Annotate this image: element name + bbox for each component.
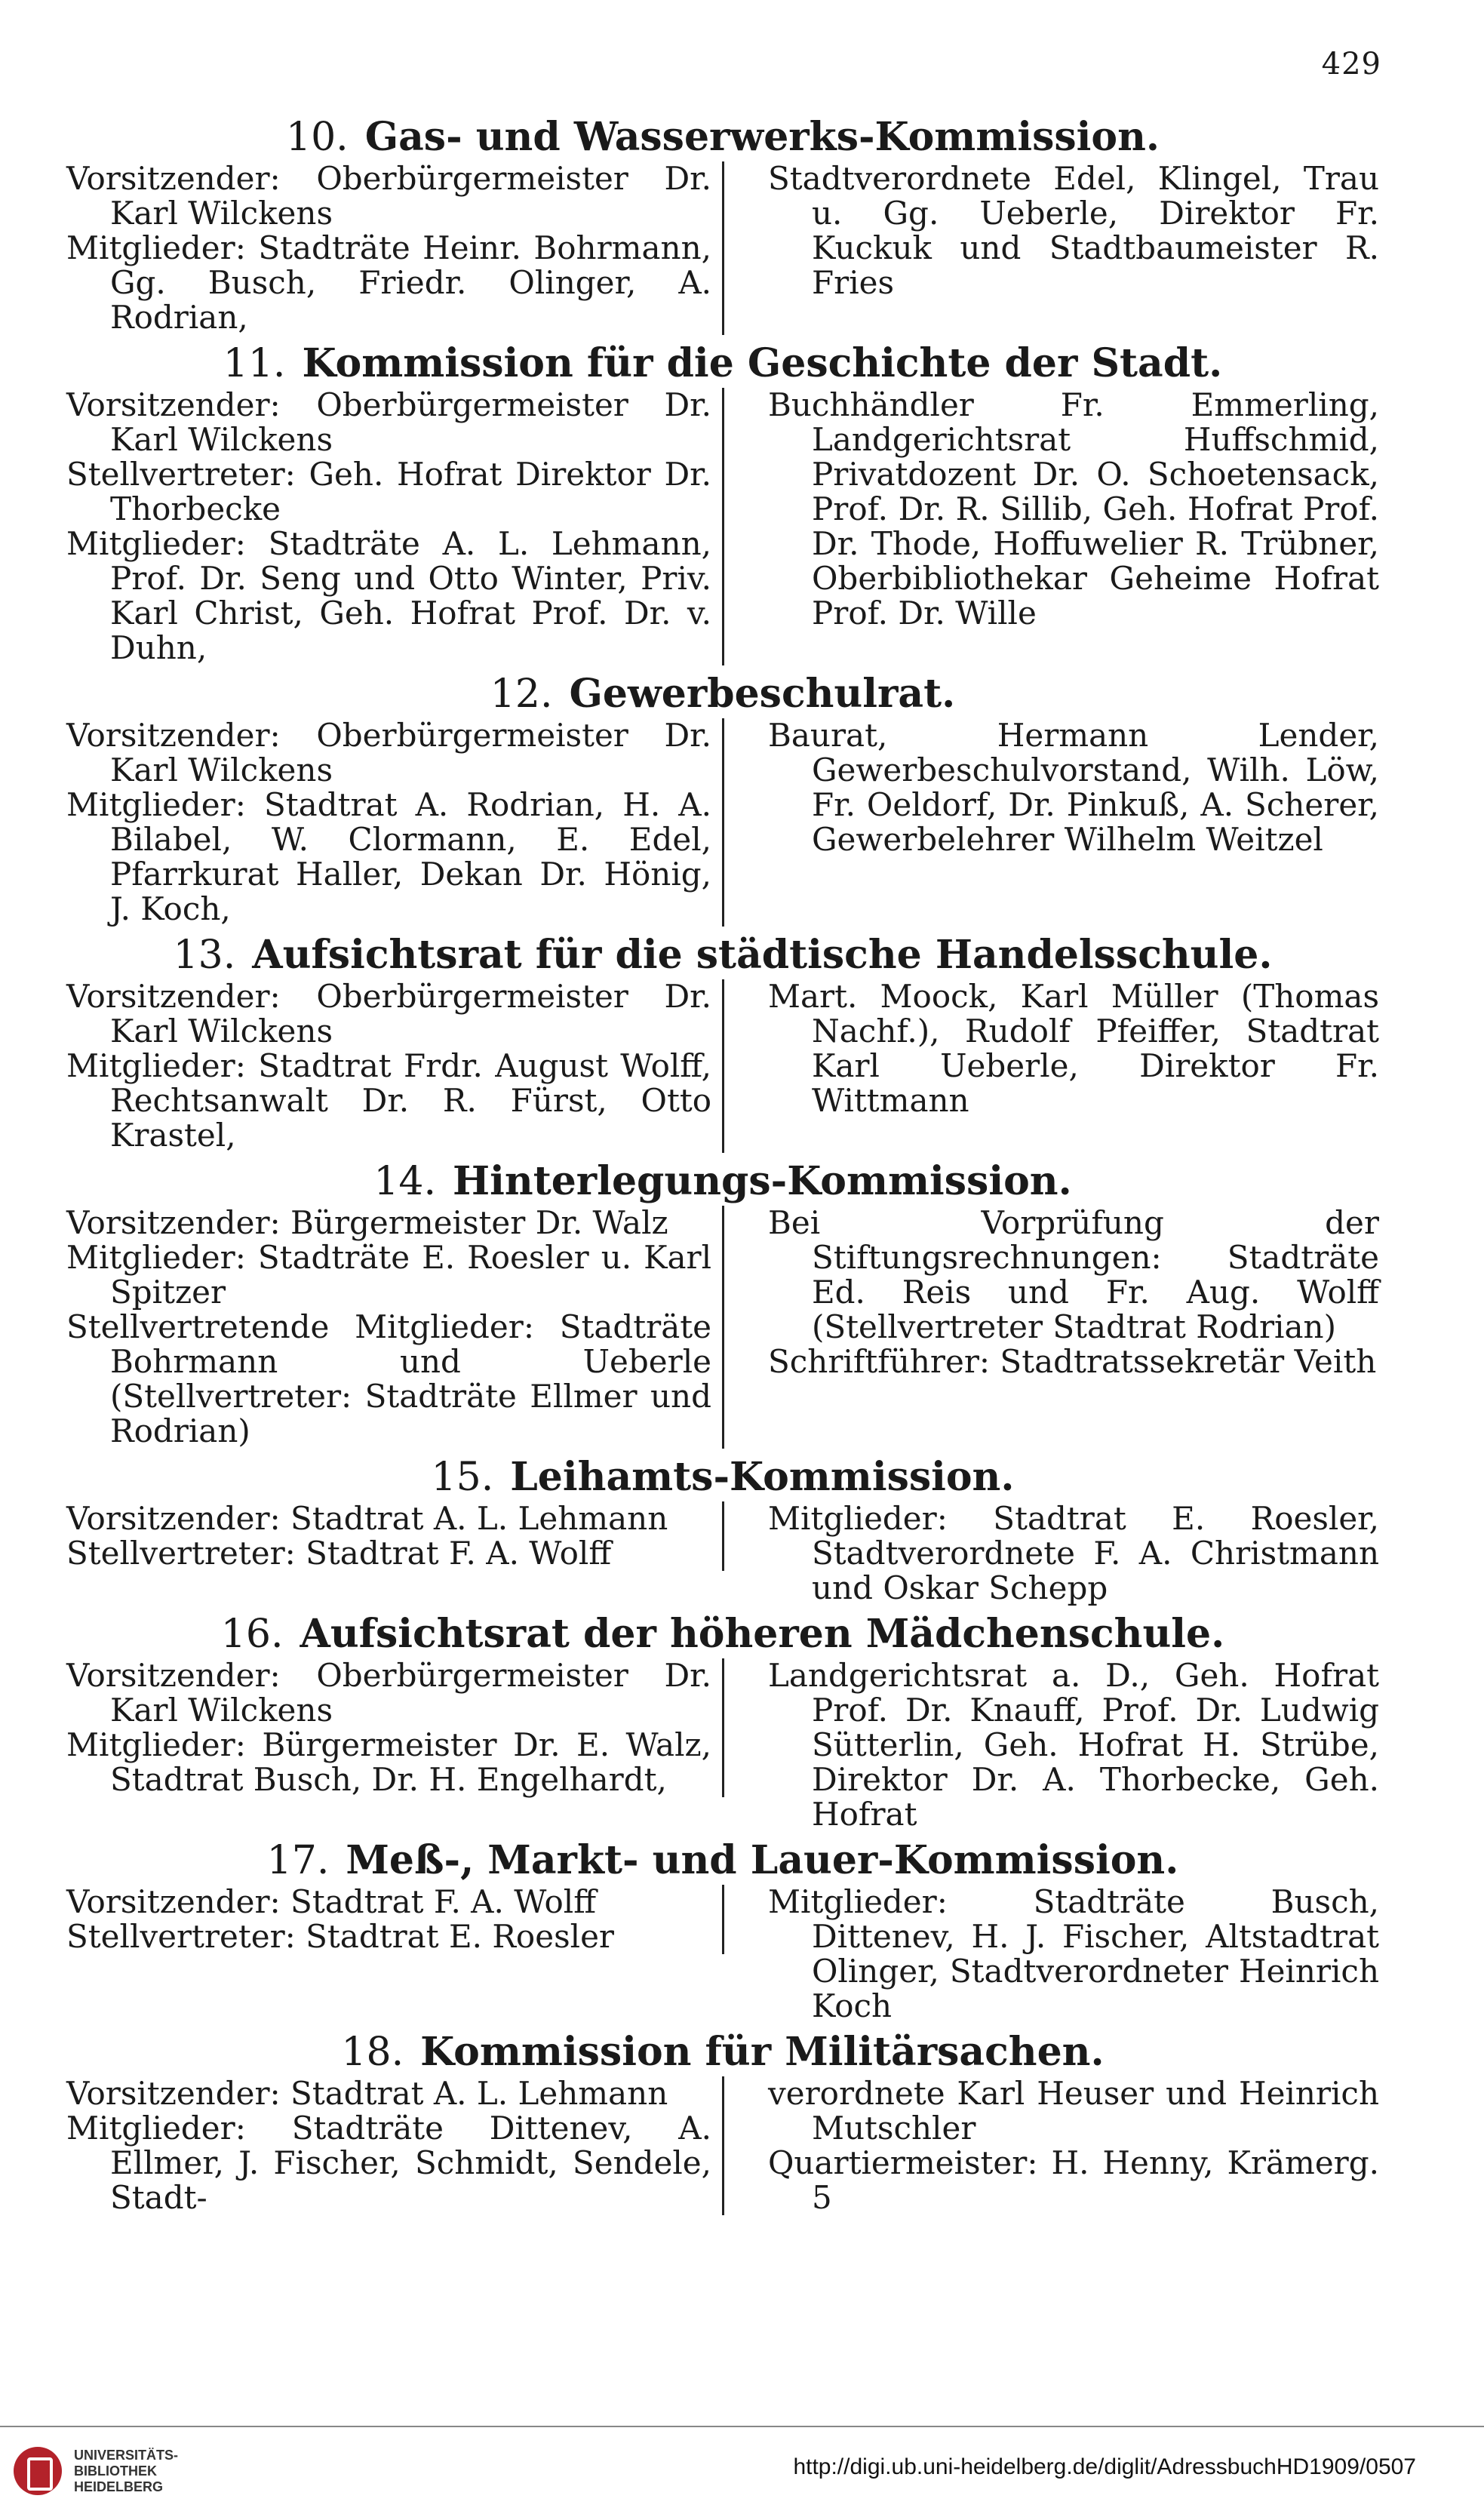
right-column xyxy=(724,1206,1379,1379)
member-entry: Mitglieder: Bürgermeister Dr. E. Walz, Stadtrat Busch, Dr. H. Engelhardt, xyxy=(66,1726,711,1798)
member-entry: Stellvertretende Mitglieder: Stadträte Bohrmann und Ueberle (Stellvertreter: Stadträte Ellmer und Rodrian) xyxy=(66,1308,711,1449)
section-number: 17. xyxy=(266,1838,330,1883)
right-column xyxy=(724,718,1379,857)
left-column xyxy=(66,388,724,665)
section-number: 13. xyxy=(173,933,236,978)
page-number: 429 xyxy=(1321,47,1381,81)
section-number: 14. xyxy=(373,1159,437,1204)
section-columns xyxy=(66,718,1379,927)
member-entry: Vorsitzender: Stadtrat A. L. Lehmann xyxy=(66,1500,668,1537)
member-entry: Mitglieder: Stadtrat Frdr. August Wolff, Rechtsanwalt Dr. R. Fürst, Otto Krastel, xyxy=(66,1047,711,1154)
member-entry: Quartiermeister: H. Henny, Krämerg. 5 xyxy=(768,2144,1379,2216)
section-columns xyxy=(66,388,1379,665)
logo-line: UNIVERSITÄTS- xyxy=(74,2447,179,2463)
library-logo[interactable] xyxy=(14,2447,178,2495)
member-entry: Stellvertreter: Geh. Hofrat Direktor Dr. Thorbecke xyxy=(66,456,711,527)
left-column xyxy=(66,718,724,927)
section-title: Meß-, Markt- und Lauer-Kommission. xyxy=(346,1837,1179,1883)
commission-section xyxy=(66,2028,1379,2215)
member-entry: verordnete Karl Heuser und Heinrich Mutschler xyxy=(768,2075,1379,2147)
section-columns xyxy=(66,1885,1379,2024)
section-number: 18. xyxy=(341,2030,404,2075)
member-entry: Mitglieder: Stadträte Busch, Dittenev, H. J. Fischer, Altstadtrat Olinger, Stadtverordneter Heinrich Koch xyxy=(768,1883,1379,2024)
section-heading xyxy=(66,931,1379,979)
member-entry: Mitglieder: Stadträte Heinr. Bohrmann, Gg. Busch, Friedr. Olinger, A. Rodrian, xyxy=(66,229,711,336)
section-title: Leihamts-Kommission. xyxy=(510,1454,1015,1500)
section-title: Aufsichtsrat der höheren Mädchenschule. xyxy=(300,1611,1225,1657)
section-heading xyxy=(66,1610,1379,1658)
section-heading xyxy=(66,1836,1379,1885)
member-entry: Schriftführer: Stadtratssekretär Veith xyxy=(768,1343,1377,1380)
member-entry: Vorsitzender: Bürgermeister Dr. Walz xyxy=(66,1204,668,1241)
section-number: 10. xyxy=(285,115,349,160)
commission-section xyxy=(66,340,1379,665)
right-column xyxy=(724,388,1379,631)
section-columns xyxy=(66,979,1379,1153)
logo-line: BIBLIOTHEK xyxy=(74,2463,157,2479)
library-logo-text xyxy=(74,2448,178,2495)
section-number: 16. xyxy=(220,1612,284,1657)
document-body xyxy=(66,113,1379,2220)
member-entry: Vorsitzender: Oberbürgermeister Dr. Karl Wilckens xyxy=(66,160,711,232)
section-number: 15. xyxy=(431,1455,494,1500)
section-number: 11. xyxy=(223,341,286,386)
member-entry: Mitglieder: Stadträte A. L. Lehmann, Prof. Dr. Seng und Otto Winter, Priv. Karl Christ, Geh. Hofrat Prof. Dr. v. Duhn, xyxy=(66,525,711,666)
section-title: Kommission für Militärsachen. xyxy=(420,2029,1105,2075)
section-title: Gewerbeschulrat. xyxy=(569,671,956,717)
section-heading xyxy=(66,2028,1379,2076)
member-entry: Stadtverordnete Edel, Klingel, Trau u. Gg. Ueberle, Direktor Fr. Kuckuk und Stadtbaumeister R. Fries xyxy=(768,160,1379,301)
commission-section xyxy=(66,113,1379,335)
section-columns xyxy=(66,2076,1379,2215)
right-column xyxy=(724,161,1379,300)
member-entry: Vorsitzender: Oberbürgermeister Dr. Karl Wilckens xyxy=(66,1657,711,1729)
section-title: Gas- und Wasserwerks-Kommission. xyxy=(364,114,1160,160)
commission-section xyxy=(66,1453,1379,1606)
member-entry: Stellvertreter: Stadtrat F. A. Wolff xyxy=(66,1535,612,1572)
section-columns xyxy=(66,1501,1379,1606)
logo-line: HEIDELBERG xyxy=(74,2479,164,2494)
footer xyxy=(0,2426,1484,2514)
commission-section xyxy=(66,670,1379,927)
section-columns xyxy=(66,1658,1379,1832)
member-entry: Mart. Moock, Karl Müller (Thomas Nachf.), Rudolf Pfeiffer, Stadtrat Karl Ueberle, Direktor Fr. Wittmann xyxy=(768,978,1379,1119)
section-heading xyxy=(66,113,1379,161)
left-column xyxy=(66,1658,724,1797)
section-columns xyxy=(66,161,1379,335)
member-entry: Mitglieder: Stadträte E. Roesler u. Karl Spitzer xyxy=(66,1239,711,1311)
left-column xyxy=(66,1885,724,1954)
commission-section xyxy=(66,931,1379,1153)
member-entry: Vorsitzender: Oberbürgermeister Dr. Karl Wilckens xyxy=(66,386,711,458)
section-heading xyxy=(66,1157,1379,1206)
member-entry: Bei Vorprüfung der Stiftungsrechnungen: Stadträte Ed. Reis und Fr. Aug. Wolff (Stellvertreter Stadtrat Rodrian) xyxy=(768,1204,1379,1345)
right-column xyxy=(724,1501,1379,1606)
left-column xyxy=(66,1206,724,1449)
section-heading xyxy=(66,1453,1379,1501)
right-column xyxy=(724,979,1379,1118)
member-entry: Mitglieder: Stadtrat A. Rodrian, H. A. Bilabel, W. Clormann, E. Edel, Pfarrkurat Haller, Dekan Dr. Hönig, J. Koch, xyxy=(66,786,711,927)
right-column xyxy=(724,1658,1379,1832)
member-entry: Stellvertreter: Stadtrat E. Roesler xyxy=(66,1918,614,1955)
section-heading xyxy=(66,670,1379,718)
section-columns xyxy=(66,1206,1379,1449)
right-column xyxy=(724,1885,1379,2024)
left-column xyxy=(66,979,724,1153)
section-title: Kommission für die Geschichte der Stadt. xyxy=(302,340,1223,386)
member-entry: Mitglieder: Stadträte Dittenev, A. Ellmer, J. Fischer, Schmidt, Sendele, Stadt- xyxy=(66,2110,711,2216)
section-heading xyxy=(66,340,1379,388)
member-entry: Mitglieder: Stadtrat E. Roesler, Stadtverordnete F. A. Christmann und Oskar Schepp xyxy=(768,1500,1379,1606)
left-column xyxy=(66,1501,724,1571)
section-number: 12. xyxy=(490,672,553,717)
left-column xyxy=(66,2076,724,2215)
member-entry: Vorsitzender: Stadtrat F. A. Wolff xyxy=(66,1883,597,1920)
source-url-link[interactable]: http://digi.ub.uni-heidelberg.de/diglit/AdressbuchHD1909/0507 xyxy=(793,2454,1416,2479)
section-title: Aufsichtsrat für die städtische Handelsschule. xyxy=(252,932,1273,978)
right-column xyxy=(724,2076,1379,2215)
member-entry: Buchhändler Fr. Emmerling, Landgerichtsrat Huffschmid, Privatdozent Dr. O. Schoetensack, Prof. Dr. R. Sillib, Geh. Hofrat Prof. Dr. Thode, Hoffuwelier R. Trübner, Oberbibliothekar Geheime Hofrat Prof. Dr. Wille xyxy=(768,386,1379,632)
member-entry: Landgerichtsrat a. D., Geh. Hofrat Prof. Dr. Knauff, Prof. Dr. Ludwig Sütterlin, Geh. Hofrat H. Strübe, Direktor Dr. A. Thorbecke, Geh. Hofrat xyxy=(768,1657,1379,1833)
left-column xyxy=(66,161,724,335)
commission-section xyxy=(66,1836,1379,2024)
commission-section xyxy=(66,1157,1379,1449)
member-entry: Baurat, Hermann Lender, Gewerbeschulvorstand, Wilh. Löw, Fr. Oeldorf, Dr. Pinkuß, A. Scherer, Gewerbelehrer Wilhelm Weitzel xyxy=(768,717,1379,858)
member-entry: Vorsitzender: Stadtrat A. L. Lehmann xyxy=(66,2075,668,2112)
member-entry: Vorsitzender: Oberbürgermeister Dr. Karl Wilckens xyxy=(66,978,711,1050)
member-entry: Vorsitzender: Oberbürgermeister Dr. Karl Wilckens xyxy=(66,717,711,788)
library-seal-icon xyxy=(14,2447,62,2495)
commission-section xyxy=(66,1610,1379,1832)
section-title: Hinterlegungs-Kommission. xyxy=(453,1158,1072,1204)
